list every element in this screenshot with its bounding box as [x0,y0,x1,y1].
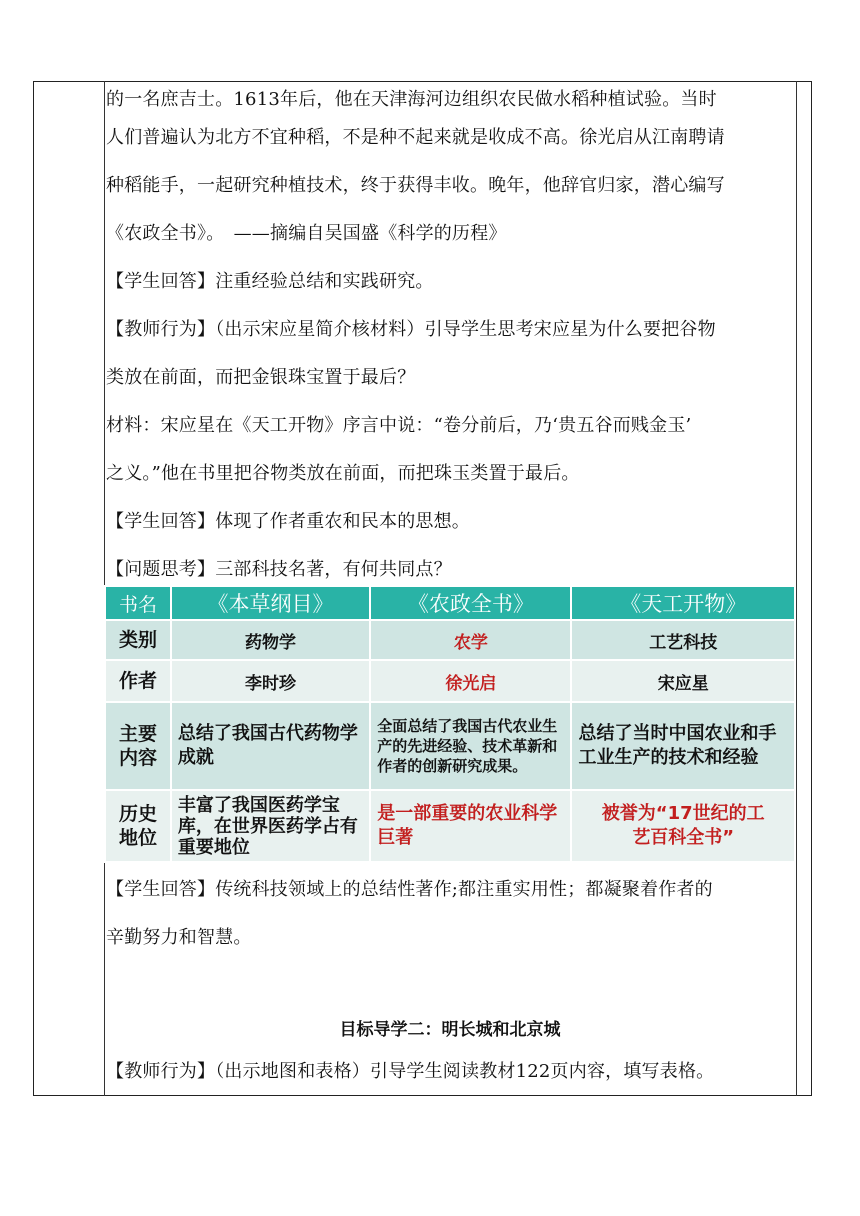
paragraph-line: 材料：宋应星在《天工开物》序言中说：“卷分前后，乃‘贵五谷而贱金玉’ [106,415,692,436]
lesson-text-top [106,88,794,606]
table-header-cell: 书名 [105,586,171,620]
table-cell: 李时珍 [171,660,370,702]
cell-text: 总结了我国古代药物学成就 [177,723,358,768]
table-header-cell: 《本草纲目》 [171,586,370,620]
cell-text: 总结了当时中国农业和手工业生产的技术和经验 [578,723,777,768]
cell-text: 丰富了我国医药学宝库，在世界医药学占有重要地位 [177,794,358,858]
table-header-row [105,586,795,620]
table-cell: 徐光启 [370,660,571,702]
table-cell: 工艺科技 [571,620,795,660]
table-cell [571,702,795,790]
row-label-text: 历史地位 [118,803,157,849]
paragraph-line: 《农政全书》。 ——摘编自吴国盛《科学的历程》 [106,223,507,244]
paragraph-line: 【学生回答】传统科技领域上的总结性著作;都注重实用性；都凝聚着作者的 [106,879,713,900]
table-row [105,702,795,790]
lesson-text-last [106,1060,794,1108]
column-divider-right [796,81,797,1096]
table-cell [571,790,795,862]
row-label: 类别 [105,620,171,660]
table-cell: 药物学 [171,620,370,660]
table-row [105,660,795,702]
paragraph-line: 类放在前面，而把金银珠宝置于最后？ [106,367,416,388]
paragraph-line: 之义。”他在书里把谷物类放在前面，而把珠玉类置于最后。 [106,463,580,484]
table-cell [370,702,571,790]
cell-text: 全面总结了我国古代农业生产的先进经验、技术革新和作者的创新研究成果。 [377,717,558,775]
paragraph-line: 【学生回答】注重经验总结和实践研究。 [106,271,434,292]
paragraph-line: 的一名庶吉士。1613年后，他在天津海河边组织农民做水稻种植试验。当时 [106,89,717,110]
paragraph-line: 【学生回答】体现了作者重农和民本的思想。 [106,511,470,532]
table-cell: 农学 [370,620,571,660]
lesson-text-bottom [106,878,794,974]
table-cell: 宋应星 [571,660,795,702]
table-header-cell: 《农政全书》 [370,586,571,620]
paragraph-line: 【教师行为】（出示宋应星简介核材料）引导学生思考宋应星为什么要把谷物 [106,319,716,340]
row-label [105,702,171,790]
row-label-text: 主要内容 [118,723,157,769]
paragraph-line: 辛勤努力和智慧。 [106,927,252,948]
section-heading: 目标导学二：明长城和北京城 [339,1020,561,1040]
science-books-table [104,585,796,863]
table-cell [171,702,370,790]
row-label: 作者 [105,660,171,702]
cell-text: 是一部重要的农业科学巨著 [377,803,558,848]
paragraph-line: 【问题思考】三部科技名著，有何共同点？ [106,559,452,580]
paragraph-line: 【教师行为】（出示地图和表格）引导学生阅读教材122页内容，填写表格。 [106,1061,715,1082]
table-cell [370,790,571,862]
paragraph-line: 种稻能手，一起研究种植技术，终于获得丰收。晚年，他辞官归家，潜心编写 [106,175,725,196]
table-row [105,790,795,862]
paragraph-line: 人们普遍认为北方不宜种稻，不是种不起来就是收成不高。徐光启从江南聘请 [106,127,725,148]
table-row [105,620,795,660]
cell-text: 被誉为“17世纪的工艺百科全书” [601,803,765,848]
table-header-cell: 《天工开物》 [571,586,795,620]
row-label [105,790,171,862]
table-cell [171,790,370,862]
